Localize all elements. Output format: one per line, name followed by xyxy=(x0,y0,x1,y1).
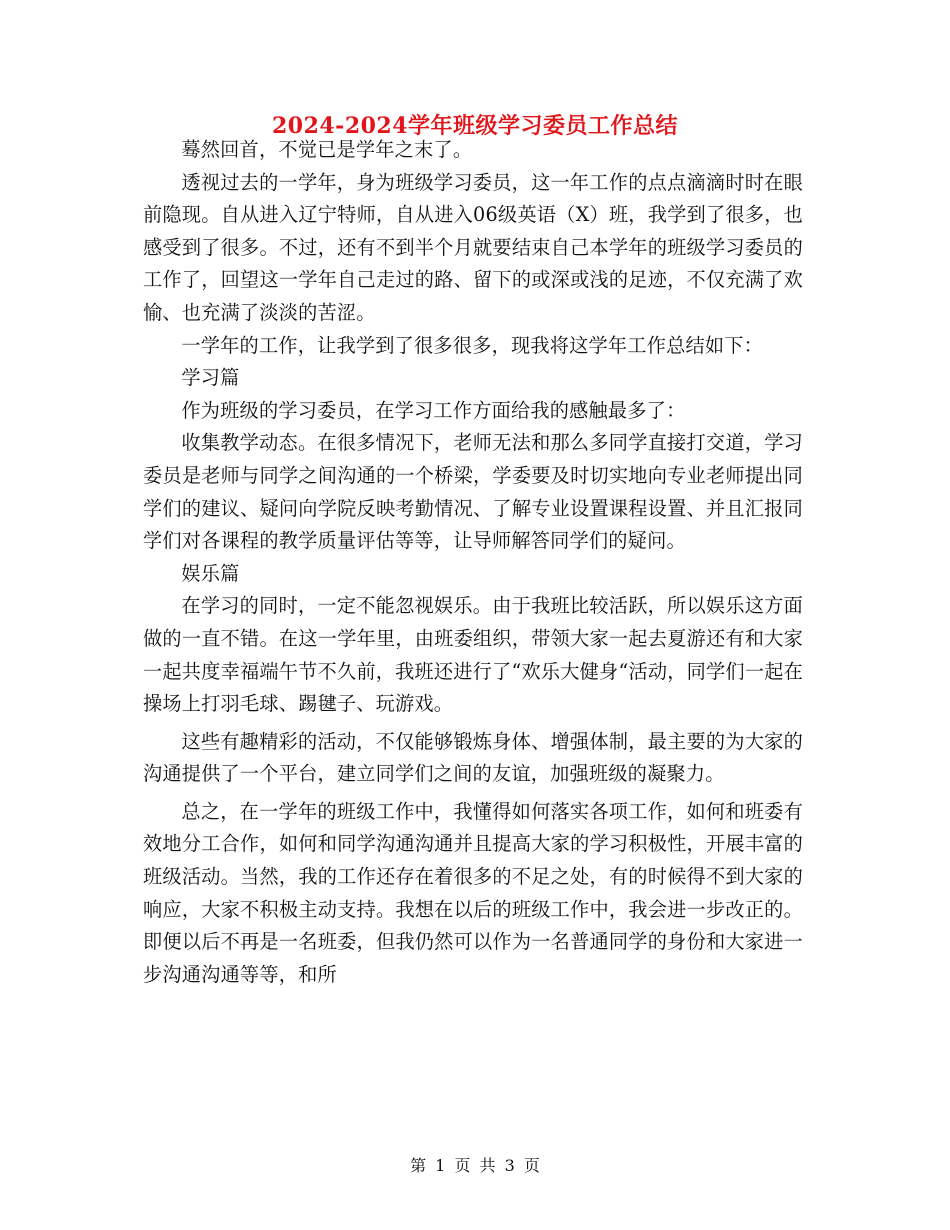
paragraph-reflection: 透视过去的一学年，身为班级学习委员，这一年工作的点点滴滴时时在眼前隐现。自从进入辽宁特师，自从进入06级英语（X）班，我学到了很多，也感受到了很多。不过，还有不到半个月就要结束自己本学年的班级学习委员的工作了，回望这一学年自己走过的路、留下的或深或浅的足迹，不仅充满了欢愉、也充满了淡淡的苦涩。 xyxy=(143,170,803,324)
paragraph-summary-intro: 一学年的工作，让我学到了很多很多，现我将这学年工作总结如下： xyxy=(181,333,764,357)
paragraph-intro: 蓦然回首，不觉已是学年之末了。 xyxy=(181,138,473,161)
section-heading-entertainment: 娱乐篇 xyxy=(181,561,240,585)
paragraph-activities: 这些有趣精彩的活动，不仅能够锻炼身体、增强体制，最主要的为大家的沟通提供了一个平台，建立同学们之间的友谊，加强班级的凝聚力。 xyxy=(143,729,803,786)
document-body xyxy=(143,134,803,991)
paragraph-study-lead: 作为班级的学习委员，在学习工作方面给我的感触最多了： xyxy=(181,398,686,422)
page-footer: 第 1 页 共 3 页 xyxy=(410,1156,540,1175)
document-title: 2024-2024学年班级学习委员工作总结 xyxy=(271,113,679,139)
section-heading-study: 学习篇 xyxy=(181,366,240,390)
paragraph-study-detail: 收集教学动态。在很多情况下，老师无法和那么多同学直接打交道，学习委员是老师与同学之间沟通的一个桥梁，学委要及时切实地向专业老师提出同学们的建议、疑问向学院反映考勤情况、了解专业设置课程设置、并且汇报同学们对各课程的教学质量评估等等，让导师解答同学们的疑问。 xyxy=(143,431,803,553)
paragraph-conclusion: 总之，在一学年的班级工作中，我懂得如何落实各项工作，如何和班委有效地分工合作，如何和同学沟通沟通并且提高大家的学习积极性，开展丰富的班级活动。当然，我的工作还存在着很多的不足之处，有的时候得不到大家的响应，大家不积极主动支持。我想在以后的班级工作中，我会进一步改正的。即便以后不再是一名班委，但我仍然可以作为一名普通同学的身份和大家进一步沟通沟通等等，和所 xyxy=(143,799,803,986)
paragraph-entertainment: 在学习的同时，一定不能忽视娱乐。由于我班比较活跃，所以娱乐这方面做的一直不错。在这一学年里，由班委组织，带领大家一起去夏游还有和大家一起共度幸福端午节不久前，我班还进行了“欢乐大健身“活动，同学们一起在操场上打羽毛球、踢毽子、玩游戏。 xyxy=(143,594,803,716)
